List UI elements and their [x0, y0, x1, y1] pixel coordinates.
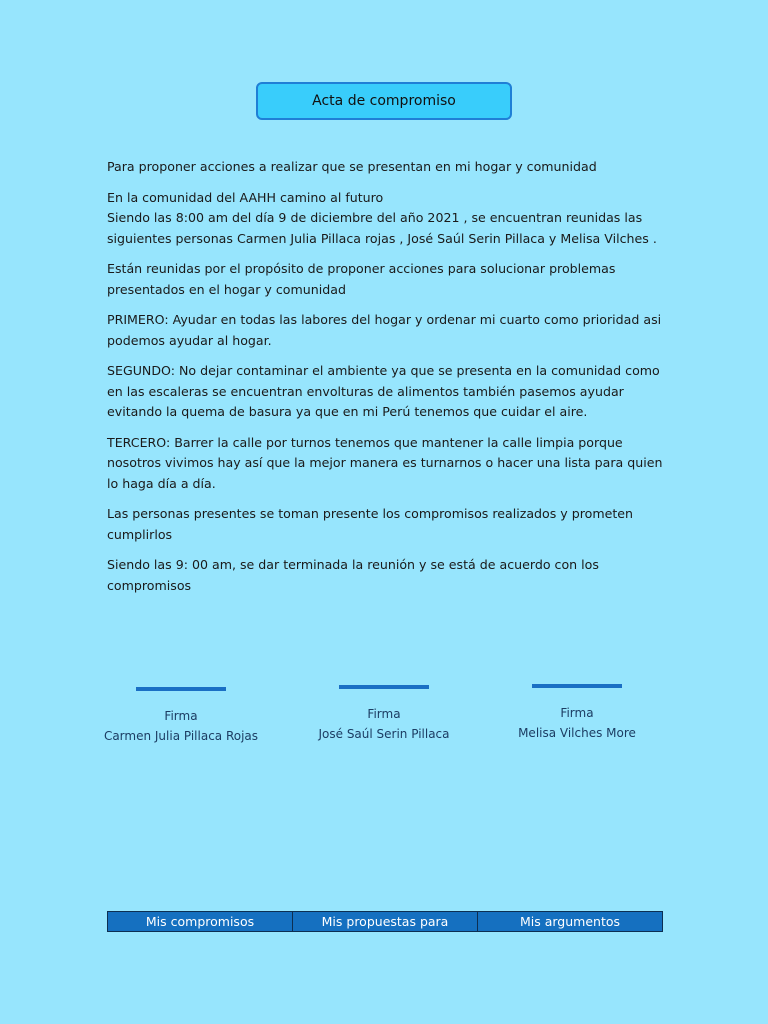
- paragraph-segundo: [107, 361, 667, 423]
- signature-block-3: [477, 684, 677, 743]
- commitment-text: Las personas presentes se toman presente los compromisos realizados y prometen cumplirlos: [107, 506, 634, 542]
- paragraph-closing: [107, 555, 667, 596]
- tab-mis-propuestas[interactable]: Mis propuestas para: [293, 912, 478, 931]
- tab-mis-argumentos[interactable]: Mis argumentos: [519, 914, 621, 929]
- document-title: [256, 82, 512, 120]
- segundo-text: SEGUNDO: No dejar contaminar el ambiente ya que se presenta en la comunidad como en las escaleras se encuentran envolturas de alimentos también pasemos ayudar evitando la quema de basura ya que en mi Perú tenemos que cuidar el aire.: [107, 363, 660, 419]
- signature-name: Carmen Julia Pillaca Rojas: [103, 729, 259, 743]
- purpose-text: Están reunidas por el propósito de proponer acciones para solucionar problemas presentados en el hogar y comunidad: [107, 261, 616, 297]
- signature-label: Firma: [560, 706, 594, 720]
- signature-label: Firma: [164, 709, 198, 723]
- meeting-location-text: En la comunidad del AAHH camino al futuro: [107, 189, 384, 205]
- tab-mis-compromisos[interactable]: Mis compromisos: [108, 912, 293, 931]
- paragraph-intro: [107, 157, 667, 178]
- tercero-text: TERCERO: Barrer la calle por turnos tenemos que mantener la calle limpia porque nosotros vivimos hay así que la mejor manera es turnarnos o hacer una lista para quien lo haga día a día.: [107, 434, 663, 491]
- document-title-text: Acta de compromiso: [312, 93, 456, 109]
- signature-line: [339, 685, 429, 689]
- signature-block-1: [81, 687, 281, 746]
- signature-line: [136, 687, 226, 691]
- document-body: [107, 157, 667, 606]
- signature-name: José Saúl Serin Pillaca: [318, 727, 450, 741]
- bottom-tab-bar: [107, 911, 663, 932]
- signature-name: Melisa Vilches More: [518, 726, 636, 740]
- meeting-time-text: Siendo las 8:00 am del día 9 de diciembre del año 2021 , se encuentran reunidas las siguientes personas Carmen Julia Pillaca rojas , José Saúl Serin Pillaca y Melisa Vilches .: [107, 210, 657, 246]
- signature-label: Firma: [367, 707, 401, 721]
- signature-line: [532, 684, 622, 688]
- paragraph-primero: [107, 310, 667, 351]
- signature-block-2: [284, 685, 484, 744]
- primero-text: PRIMERO: Ayudar en todas las labores del hogar y ordenar mi cuarto como prioridad asi podemos ayudar al hogar.: [107, 312, 662, 348]
- closing-text: Siendo las 9: 00 am, se dar terminada la reunión y se está de acuerdo con los compromisos: [107, 557, 599, 593]
- intro-text: Para proponer acciones a realizar que se presentan en mi hogar y comunidad: [107, 159, 597, 174]
- paragraph-purpose: [107, 259, 667, 300]
- paragraph-tercero: [107, 433, 667, 495]
- paragraph-meeting: [107, 188, 667, 250]
- paragraph-commitment: [107, 504, 667, 545]
